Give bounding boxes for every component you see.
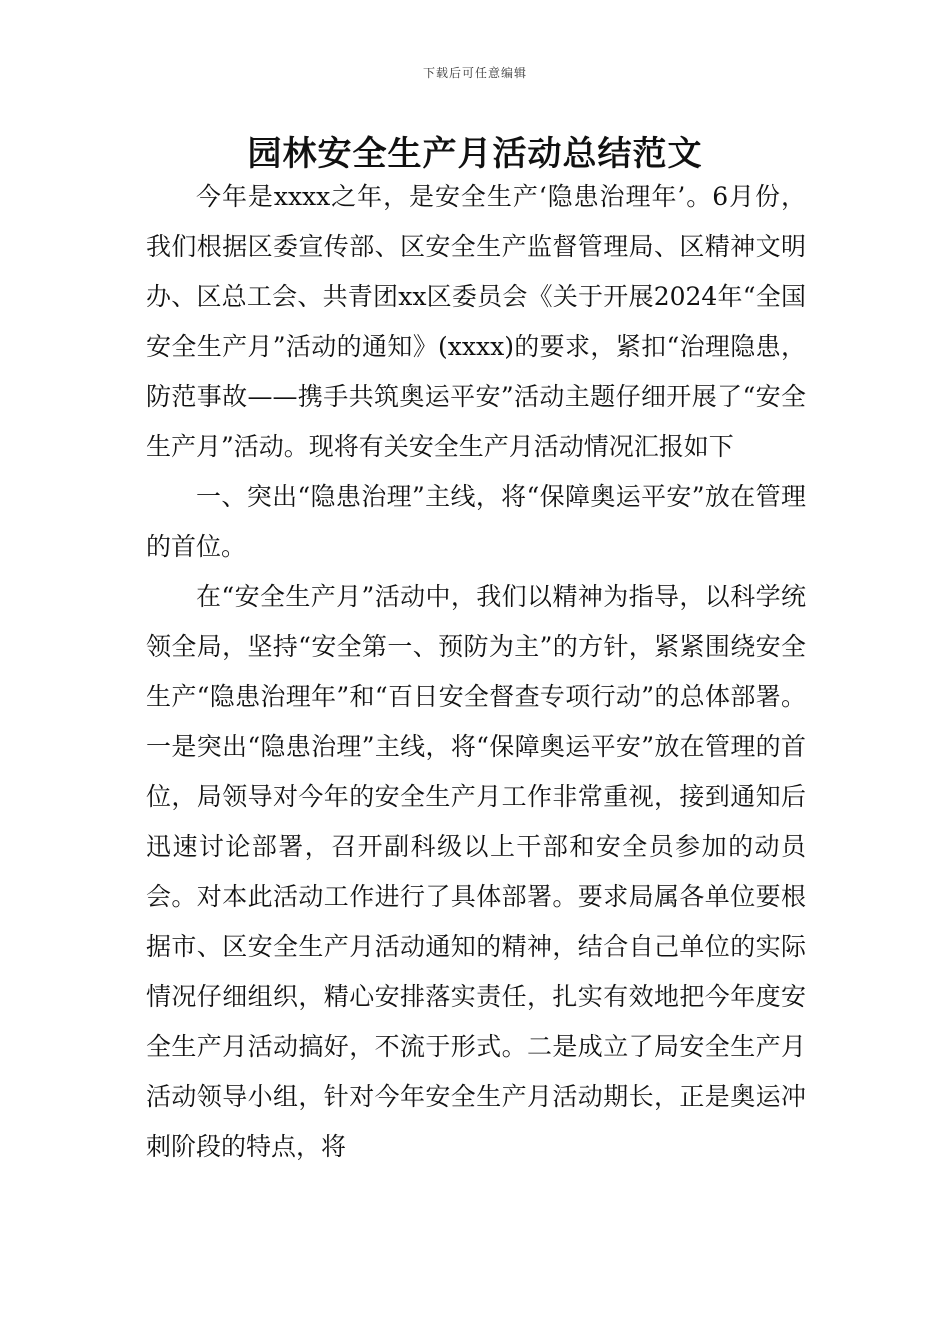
document-body: [146, 172, 806, 1172]
paragraph-details: 在“安全生产月”活动中，我们以精神为指导，以科学统领全局，坚持“安全第一、预防为主”的方针，紧紧围绕安全生产“隐患治理年”和“百日安全督查专项行动”的总体部署。一是突出“隐患治理”主线，将“保障奥运平安”放在管理的首位，局领导对今年的安全生产月工作非常重视，接到通知后迅速讨论部署，召开副科级以上干部和安全员参加的动员会。对本此活动工作进行了具体部署。要求局属各单位要根据市、区安全生产月活动通知的精神，结合自己单位的实际情况仔细组织，精心安排落实责任，扎实有效地把今年度安全生产月活动搞好，不流于形式。二是成立了局安全生产月活动领导小组，针对今年安全生产月活动期长，正是奥运冲刺阶段的特点，将: [146, 582, 806, 1161]
paragraph-section-heading: 一、突出“隐患治理”主线，将“保障奥运平安”放在管理的首位。: [146, 482, 806, 561]
header-note: 下载后可任意编辑: [422, 66, 527, 80]
document-title: 园林安全生产月活动总结范文: [247, 134, 703, 174]
paragraph-intro: 今年是xxxx之年，是安全生产‘隐患治理年’。6月份，我们根据区委宣传部、区安全生产监督管理局、区精神文明办、区总工会、共青团xx区委员会《关于开展2024年“全国安全生产月”活动的通知》(xxxx)的要求，紧扣“治理隐患，防范事故——携手共筑奥运平安”活动主题仔细开展了“安全生产月”活动。现将有关安全生产月活动情况汇报如下: [146, 182, 806, 461]
